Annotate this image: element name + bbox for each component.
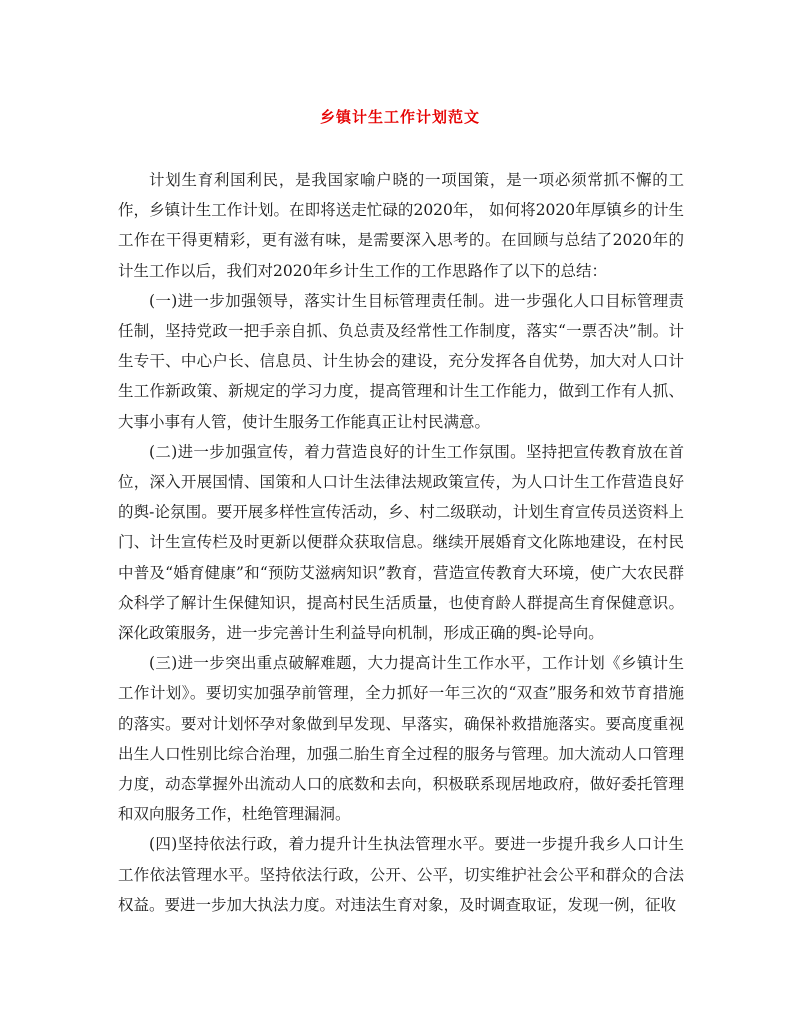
document-title: 乡镇计生工作计划范文 bbox=[319, 108, 480, 126]
paragraph-key-issues: (三)进一步突出重点破解难题，大力提高计生工作水平，工作计划《乡镇计生工作计划》。要切实加强孕前管理，全力抓好一年三次的“双查”服务和效节育措施的落实。要对计划怀孕对象做到早发现、早落实，确保补救措施落实。要高度重视出生人口性别比综合治理，加强二胎生育全过程的服务与管理。加大流动人口管理力度，动态掌握外出流动人口的底数和去向，积极联系现居地政府，做好委托管理和双向服务工作，杜绝管理漏洞。 bbox=[118, 654, 684, 824]
paragraph-intro: 计划生育利国利民，是我国家喻户晓的一项国策，是一项必须常抓不懈的工作，乡镇计生工作计划。在即将送走忙碌的2020年， 如何将2020年厚镇乡的计生工作在干得更精彩，更有滋有味，是需要深入思考的。在回顾与总结了2020年的计生工作以后，我们对2020年乡计生工作的工作思路作了以下的总结： bbox=[118, 171, 684, 280]
paragraph-leadership: (一)进一步加强领导，落实计生目标管理责任制。进一步强化人口目标管理责任制，坚持党政一把手亲自抓、负总责及经常性工作制度，落实“一票否决”制。计生专干、中心户长、信息员、计生协会的建设，充分发挥各自优势，加大对人口计生工作新政策、新规定的学习力度，提高管理和计生工作能力，做到工作有人抓、大事小事有人管，使计生服务工作能真正让村民满意。 bbox=[118, 291, 684, 431]
paragraph-publicity: (二)进一步加强宣传，着力营造良好的计生工作氛围。坚持把宣传教育放在首位，深入开展国情、国策和人口计生法律法规政策宣传，为人口计生工作营造良好的舆-论氛围。要开展多样性宣传活动，乡、村二级联动，计划生育宣传员送资料上门、计生宣传栏及时更新以便群众获取信息。继续开展婚育文化陈地建设，在村民中普及“婚育健康”和“预防艾滋病知识”教育，营造宣传教育大环境，使广大农民群众科学了解计生保健知识，提高村民生活质量，也使育龄人群提高生育保健意识。深化政策服务，进一步完善计生利益导向机制，形成正确的舆-论导向。 bbox=[118, 442, 684, 643]
paragraph-law-enforcement: (四)坚持依法行政，着力提升计生执法管理水平。要进一步提升我乡人口计生工作依法管理水平。坚持依法行政，公开、公平，切实维护社会公平和群众的合法权益。要进一步加大执法力度。对违法生育对象，及时调查取证，发现一例，征收 bbox=[118, 835, 684, 914]
document-body bbox=[118, 165, 684, 920]
